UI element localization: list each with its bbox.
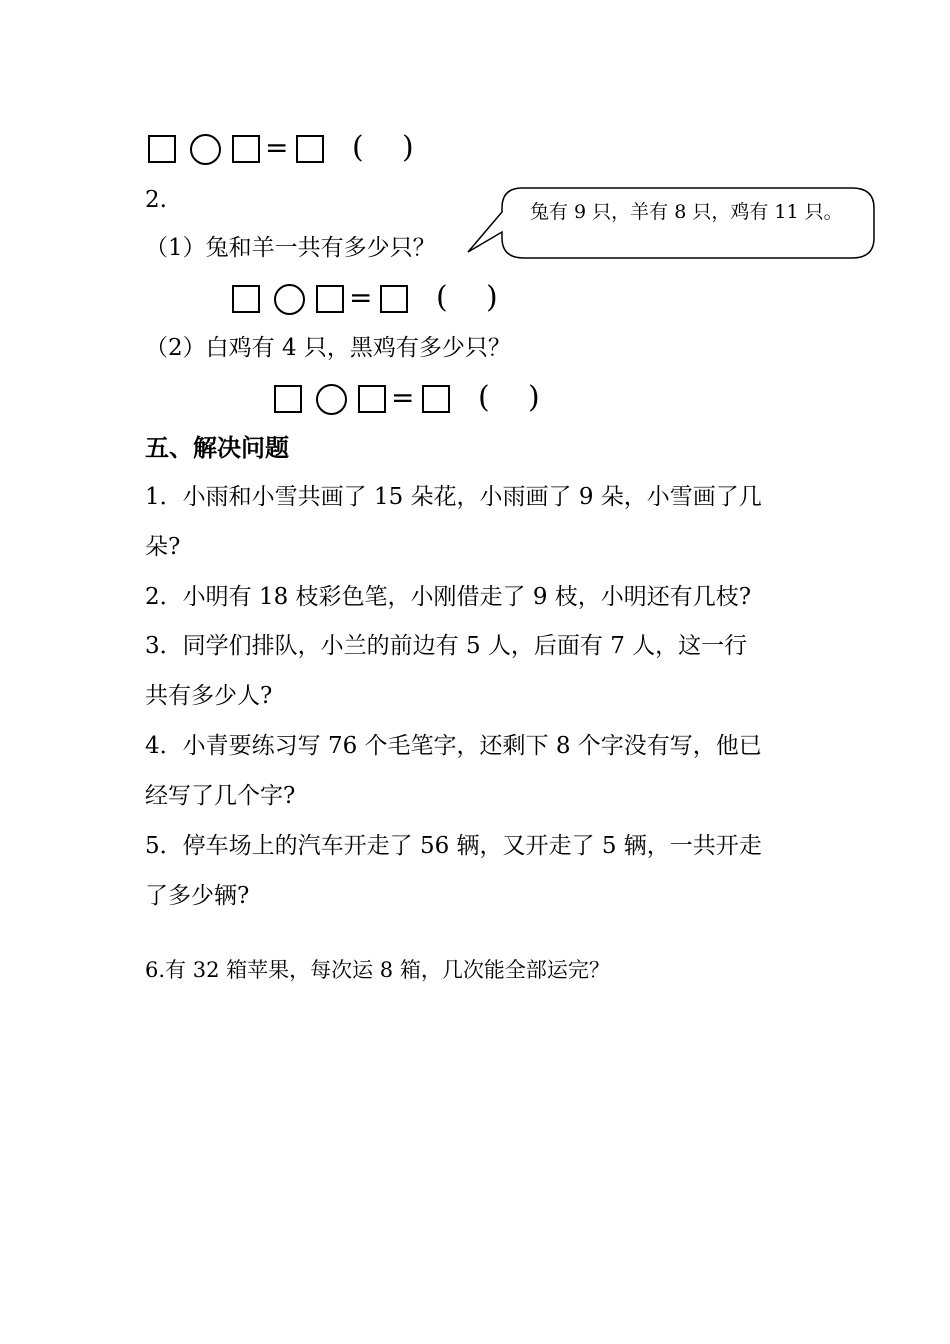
speech-bubble [462, 186, 878, 266]
answer-box[interactable] [380, 285, 408, 313]
answer-box[interactable] [296, 135, 324, 163]
question-2-2: （2）白鸡有 4 只，黑鸡有多少只？ [145, 335, 511, 361]
paren-close: ) [486, 280, 498, 315]
problem-line: 3．同学们排队，小兰的前边有 5 人，后面有 7 人，这一行 [145, 633, 748, 659]
answer-box[interactable] [148, 135, 176, 163]
equals-sign: = [265, 131, 289, 164]
operator-circle[interactable] [316, 384, 347, 415]
paren-open: ( [478, 380, 490, 415]
operator-circle[interactable] [274, 284, 305, 315]
answer-box[interactable] [232, 285, 260, 313]
paren-open: ( [352, 130, 364, 165]
question-2-1: （1）兔和羊一共有多少只？ [145, 235, 436, 261]
problem-6: 6.有 32 箱苹果，每次运 8 箱，几次能全部运完？ [145, 958, 610, 982]
equation-row-1 [148, 130, 428, 168]
operator-circle[interactable] [190, 134, 221, 165]
problem-line: 5．停车场上的汽车开走了 56 辆，又开走了 5 辆，一共开走 [145, 833, 762, 859]
section-5-heading: 五、解决问题 [145, 433, 289, 462]
problem-line: 4．小青要练习写 76 个毛笔字，还剩下 8 个字没有写，他已 [145, 733, 762, 759]
problem-line: 2．小明有 18 枝彩色笔，小刚借走了 9 枝，小明还有几枝? [145, 584, 752, 610]
equation-row-3 [274, 380, 554, 418]
answer-box[interactable] [232, 135, 260, 163]
answer-box[interactable] [274, 385, 302, 413]
problem-line: 经写了几个字? [145, 783, 296, 809]
answer-box[interactable] [316, 285, 344, 313]
equals-sign: = [391, 381, 415, 414]
paren-close: ) [402, 130, 414, 165]
bubble-text: 兔有 9 只，羊有 8 只，鸡有 11 只。 [530, 201, 843, 223]
problem-line: 了多少辆? [145, 883, 250, 909]
paren-open: ( [436, 280, 448, 315]
equals-sign: = [349, 281, 373, 314]
answer-box[interactable] [358, 385, 386, 413]
problem-line: 共有多少人? [145, 683, 273, 709]
equation-row-2 [232, 280, 512, 318]
paren-close: ) [528, 380, 540, 415]
problem-line: 朵? [145, 534, 181, 560]
problem-line: 1．小雨和小雪共画了 15 朵花，小雨画了 9 朵，小雪画了几 [145, 484, 762, 510]
answer-box[interactable] [422, 385, 450, 413]
question-2-number: 2. [145, 187, 167, 213]
